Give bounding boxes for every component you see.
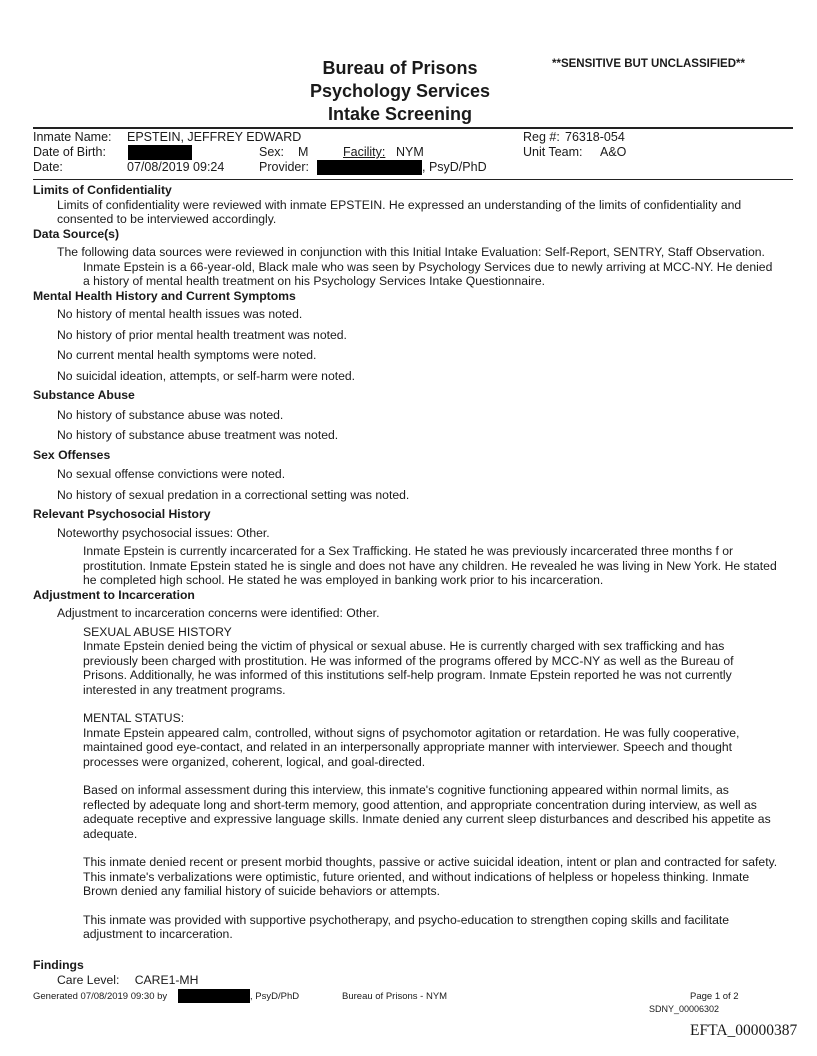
sex-value: M	[298, 145, 309, 159]
generated-text: Generated 07/08/2019 09:30 by	[33, 991, 168, 1002]
care-level-label: Care Level:	[57, 973, 120, 987]
list-item: No history of prior mental health treatment was noted.	[57, 327, 347, 342]
psychosocial-intro: Noteworthy psychosocial issues: Other.	[57, 525, 270, 540]
list-item: No suicidal ideation, attempts, or self-harm were noted.	[57, 368, 356, 383]
date-label: Date:	[33, 160, 63, 174]
care-level-value: CARE1-MH	[134, 973, 199, 987]
list-item: No sexual offense convictions were noted.	[57, 467, 286, 481]
report-body	[33, 183, 778, 942]
provider-suffix: , PsyD/PhD	[422, 160, 487, 174]
care-level-row	[57, 973, 198, 987]
psychosocial-heading: Relevant Psychosocial History	[33, 507, 211, 521]
facility-label: Facility:	[343, 145, 386, 159]
provider-redaction	[317, 160, 422, 175]
generated-by-redaction	[178, 989, 250, 1003]
unit-team-value: A&O	[600, 145, 627, 159]
limits-heading: Limits of Confidentiality	[33, 183, 172, 197]
mental-status-text: Inmate Epstein appeared calm, controlled, without signs of psychomotor agitation or retardation. He was fully cooperative, maintained good eye-contact, and related in an interpersonally appropriate manner with interviewer. Speech and thought processes were organized, coherent, logical, and goal-directed.	[83, 725, 740, 769]
list-item: No current mental health symptoms were noted.	[57, 348, 317, 362]
footer-org: Bureau of Prisons - NYM	[342, 991, 448, 1002]
dob-redaction	[128, 145, 192, 160]
sex-label: Sex:	[259, 145, 285, 159]
findings-heading: Findings	[33, 958, 84, 972]
header-bottom-rule	[33, 179, 793, 180]
data-source-heading: Data Source(s)	[33, 226, 120, 241]
title-line-1: Bureau of Prisons	[322, 58, 478, 78]
efta-bates-number: EFTA_00000387	[690, 1022, 798, 1039]
adjustment-heading: Adjustment to Incarceration	[33, 587, 195, 602]
header-top-rule	[33, 127, 793, 129]
limits-text: Limits of confidentiality were reviewed with inmate EPSTEIN. He expressed an understanding of the limits of confidentiality and consented to be interviewed accordingly.	[57, 197, 742, 226]
generated-suffix: , PsyD/PhD	[250, 991, 300, 1002]
date-value: 07/08/2019 09:24	[127, 160, 225, 174]
mental-health-heading: Mental Health History and Current Symptoms	[33, 288, 296, 303]
facility-value: NYM	[396, 145, 424, 159]
data-source-text: The following data sources were reviewed in conjunction with this Initial Intake Evaluation: Self-Report, SENTRY, Staff Observation.	[57, 245, 765, 259]
support-text: This inmate was provided with supportive psychotherapy, and psycho-education to strengthen coping skills and facilitate adjustment to incarceration.	[83, 912, 730, 941]
reg-value: 76318-054	[565, 130, 625, 144]
dob-label: Date of Birth:	[33, 145, 106, 159]
reg-label: Reg #:	[523, 130, 560, 144]
inmate-name-value: EPSTEIN, JEFFREY EDWARD	[127, 130, 302, 144]
suicide-risk-text: This inmate denied recent or present morbid thoughts, passive or active suicidal ideation, intent or plan and contracted for safety. This inmate's verbalizations were optimistic, future oriented, and without indications of helpless or hopeless thinking. Inmate Brown denied any familial history of suicide behaviors or attempts.	[83, 855, 778, 898]
sexual-abuse-text: Inmate Epstein denied being the victim of physical or sexual abuse. He is currently charged with sex trafficking and has previously been charged with prostitution. He was informed of the programs offered by MCC-NY as well as the Bureau of Prisons. Additionally, he was informed of this institutions self-help program. Inmate Epstein reported he was not currently interested in any treatment programs.	[83, 639, 734, 697]
list-item: No history of sexual predation in a correctional setting was noted.	[57, 487, 410, 502]
data-source-detail: Inmate Epstein is a 66-year-old, Black male who was seen by Psychology Services due to newly arriving at MCC-NY. He denied a history of mental health treatment on his Psychology Services Intake Questionnaire.	[83, 259, 773, 288]
list-item: No history of substance abuse was noted.	[57, 407, 284, 422]
sexual-abuse-heading: SEXUAL ABUSE HISTORY	[83, 624, 232, 639]
psychosocial-detail: Inmate Epstein is currently incarcerated for a Sex Trafficking. He stated he was previously incarcerated three months f or prostitution. Inmate Epstein stated he is single and does not have any children. He revealed he was living in New York. He stated he completed high school. He stated he was employed in banking work prior to his incarceration.	[83, 544, 777, 587]
sensitivity-marking: **SENSITIVE BUT UNCLASSIFIED**	[552, 58, 745, 70]
adjustment-intro: Adjustment to incarceration concerns were identified: Other.	[57, 606, 380, 620]
page-number: Page 1 of 2	[690, 991, 739, 1002]
list-item: No history of substance abuse treatment was noted.	[57, 428, 339, 442]
provider-label: Provider:	[259, 160, 310, 174]
title-line-3: Intake Screening	[327, 104, 473, 124]
cognitive-text: Based on informal assessment during this interview, this inmate's cognitive functioning appeared within normal limits, as reflected by adequate long and short-term memory, good attention, and appropriate concentration during interview, as well as adequate receptive and expressive language skills. Inmate denied any current sleep disturbances and described his appetite as adequate.	[83, 783, 771, 841]
unit-team-label: Unit Team:	[523, 145, 583, 159]
sex-offenses-heading: Sex Offenses	[33, 447, 111, 462]
sdny-bates-number: SDNY_00006302	[649, 1004, 720, 1014]
inmate-name-label: Inmate Name:	[33, 130, 112, 144]
title-line-2: Psychology Services	[309, 81, 491, 101]
substance-heading: Substance Abuse	[33, 388, 135, 402]
mental-status-heading: MENTAL STATUS:	[83, 711, 185, 725]
list-item: No history of mental health issues was noted.	[57, 307, 303, 321]
